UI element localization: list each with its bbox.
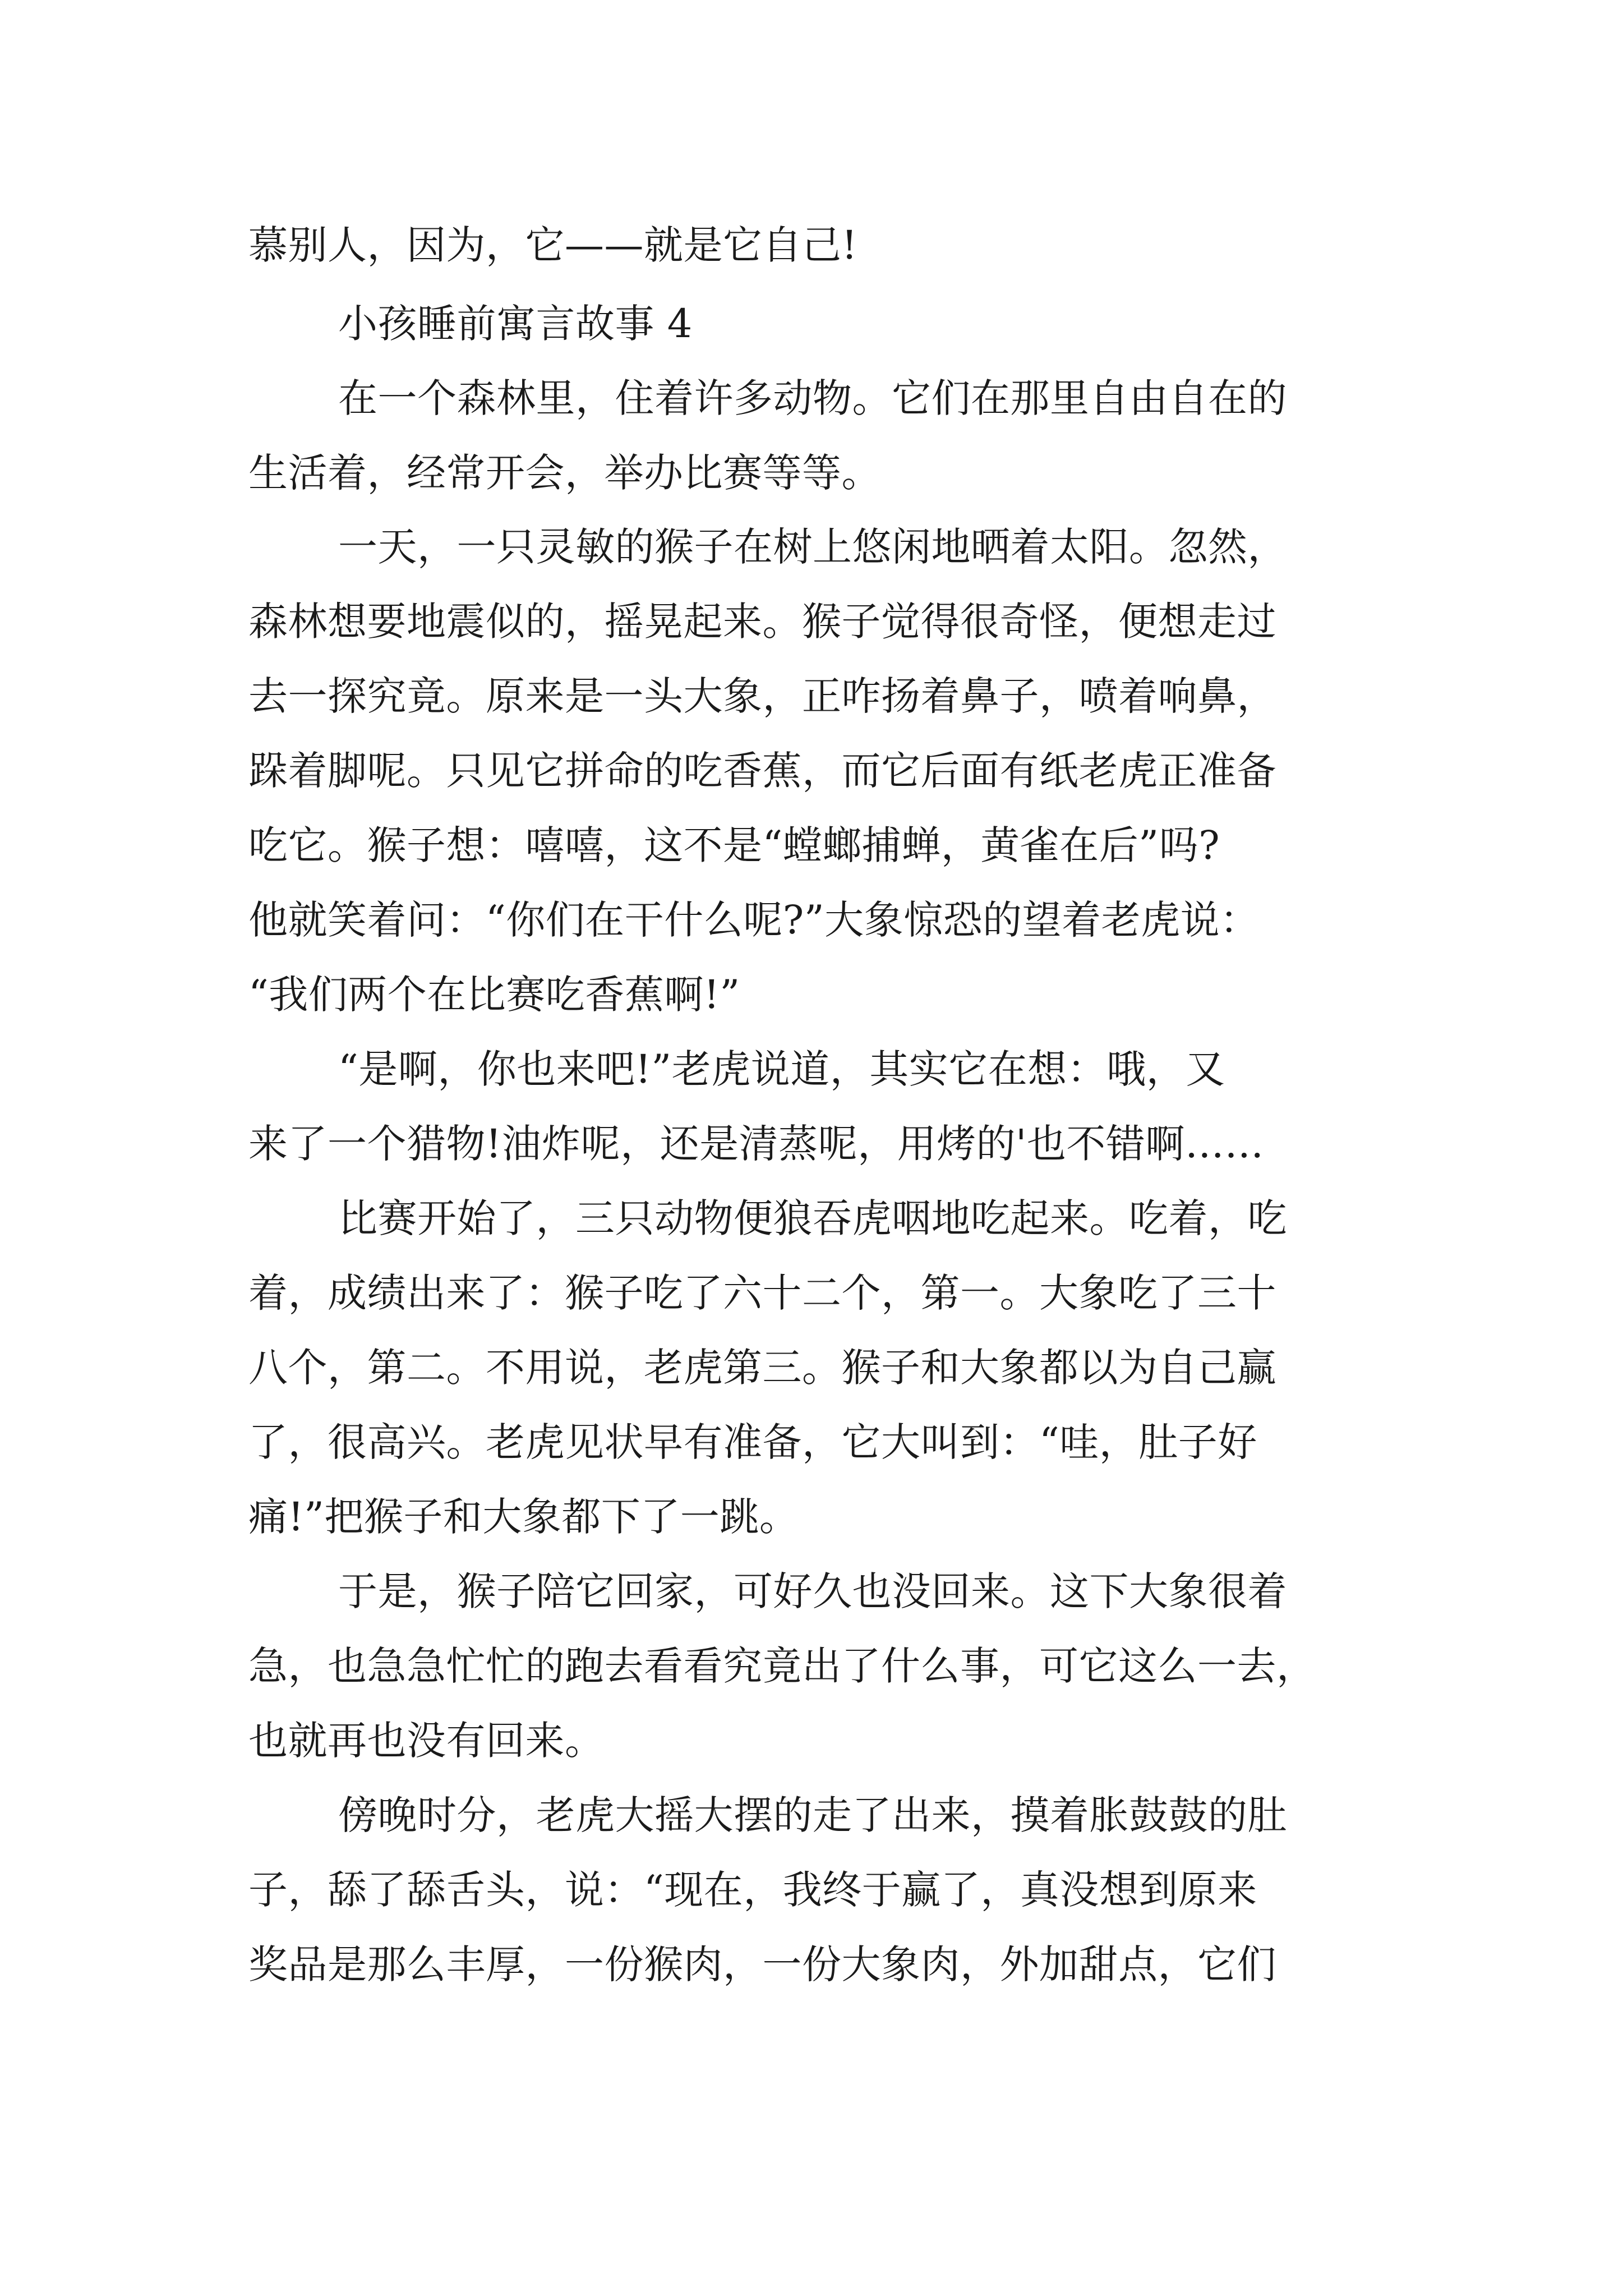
text-line: 跺着脚呢。只见它拼命的吃香蕉，而它后面有纸老虎正准备 xyxy=(248,748,1276,794)
text-line: 慕别人，因为，它——就是它自己! xyxy=(248,222,858,268)
text-line: 在一个森林里，住着许多动物。它们在那里自由自在的 xyxy=(338,375,1287,421)
text-line: “我们两个在比赛吃香蕉啊!” xyxy=(248,972,740,1018)
text-line: 来了一个猎物!油炸呢，还是清蒸呢，用烤的'也不错啊…… xyxy=(248,1121,1264,1167)
text-line: 吃它。猴子想：嘻嘻，这不是“螳螂捕蝉，黄雀在后”吗? xyxy=(248,822,1220,868)
text-line: 八个，第二。不用说，老虎第三。猴子和大象都以为自己赢 xyxy=(248,1345,1276,1391)
text-line: 了，很高兴。老虎见状早有准备，它大叫到：“哇，肚子好 xyxy=(248,1419,1257,1465)
text-line: “是啊，你也来吧!”老虎说道，其实它在想：哦，又 xyxy=(338,1046,1225,1092)
text-line: 生活着，经常开会，举办比赛等等。 xyxy=(248,450,881,496)
text-line: 于是，猴子陪它回家，可好久也没回来。这下大象很着 xyxy=(338,1568,1287,1614)
story-title: 小孩睡前寓言故事 4 xyxy=(338,301,693,347)
text-line: 傍晚时分，老虎大摇大摆的走了出来，摸着胀鼓鼓的肚 xyxy=(338,1792,1287,1838)
text-line: 他就笑着问：“你们在干什么呢?”大象惊恐的望着老虎说： xyxy=(248,897,1260,943)
text-line: 森林想要地震似的，摇晃起来。猴子觉得很奇怪，便想走过 xyxy=(248,599,1276,645)
text-line: 急，也急急忙忙的跑去看看究竟出了什么事，可它这么一去， xyxy=(248,1643,1316,1689)
text-line: 奖品是那么丰厚，一份猴肉，一份大象肉，外加甜点，它们 xyxy=(248,1941,1276,1987)
text-line: 着，成绩出来了：猴子吃了六十二个，第一。大象吃了三十 xyxy=(248,1270,1276,1316)
text-line: 一天，一只灵敏的猴子在树上悠闲地晒着太阳。忽然， xyxy=(338,524,1287,570)
text-line: 去一探究竟。原来是一头大象，正咋扬着鼻子，喷着响鼻， xyxy=(248,673,1276,719)
text-line: 子，舔了舔舌头，说：“现在，我终于赢了，真没想到原来 xyxy=(248,1867,1257,1913)
text-line: 也就再也没有回来。 xyxy=(248,1718,605,1764)
text-line: 比赛开始了，三只动物便狼吞虎咽地吃起来。吃着，吃 xyxy=(338,1195,1287,1241)
text-line: 痛!”把猴子和大象都下了一跳。 xyxy=(248,1494,799,1540)
